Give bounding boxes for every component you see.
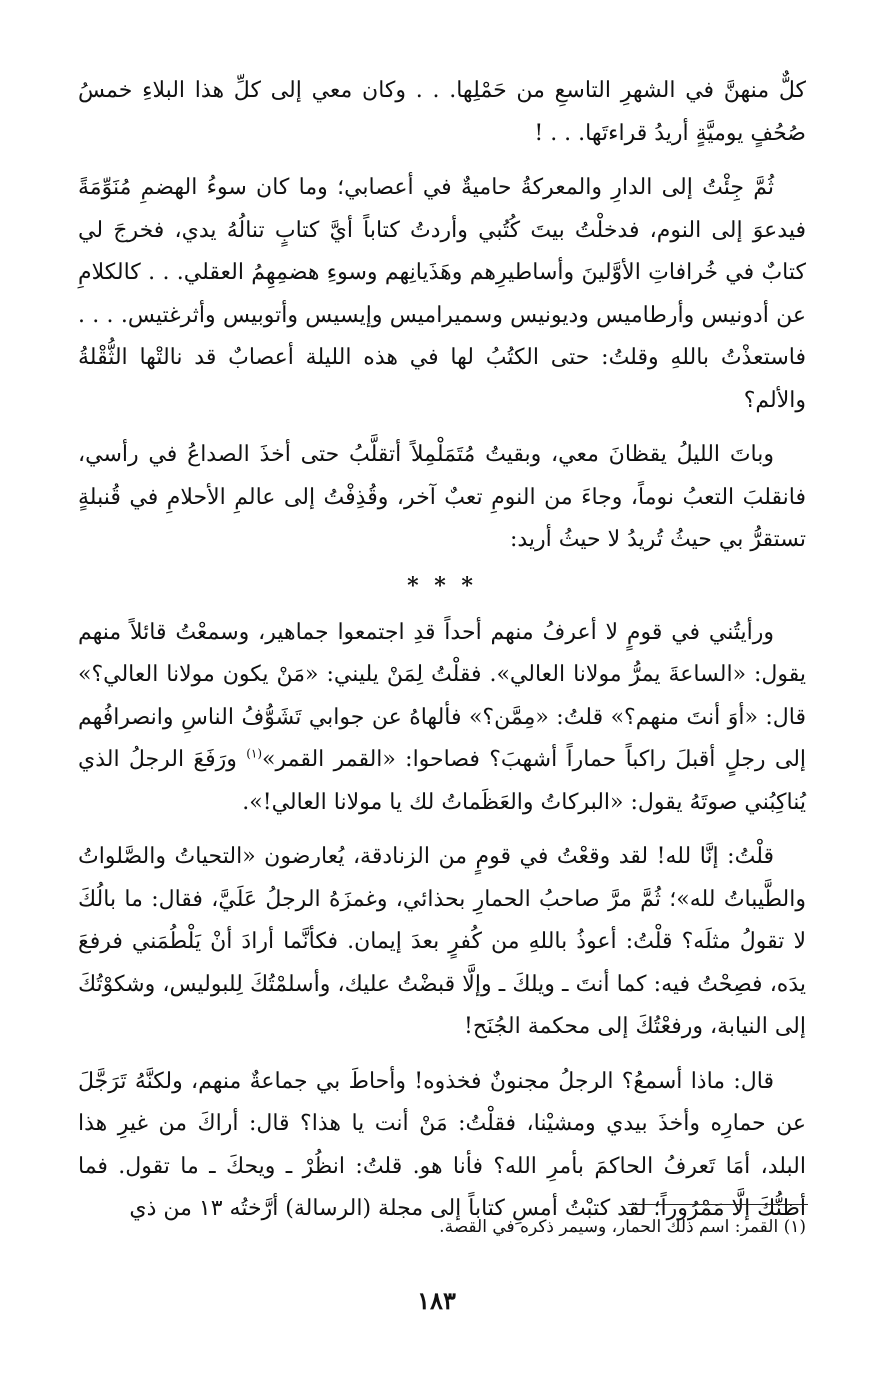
paragraph-4-text: ورأيتُني في قومٍ لا أعرفُ منهم أحداً قدِ اجتمعوا جماهير، وسمعْتُ قائلاً منهم يقول: «الساعةَ يمرُّ مولانا العالي». فقلْتُ لِمَنْ يليني: «مَنْ يكون مولانا العالي؟» قال: «أوَ أنتَ منهم؟» قلتُ: «مِمَّن؟» فألهاهُ عن جوابي تَشَوُّفُ الناسِ وانصرافُهم إلى رجلٍ أقبلَ راكباً حماراً أشهبَ؟ فصاحوا: «القمر القمر» xyxy=(78,619,807,772)
paragraph-2: ثُمَّ جِئْتُ إلى الدارِ والمعركةُ حاميةٌ في أعصابي؛ وما كان سوءُ الهضمِ مُنَوِّمَةً فيدعوَ إلى النوم، فدخلْتُ بيتَ كُتُبي وأردتُ كتاباً أيَّ كتابٍ تنالُهُ يدي، فخرجَ لي كتابٌ في خُرافاتِ الأوَّلينَ وأساطيرِهم وهَذَيانِهم وسوءِ هضمِهِمُ العقلي. . . كالكلامِ عن أدونيس وأرطاميس وديونيس وسميراميس وإيسيس وأتوبيس وأثرغتيس. . . . فاستعذْتُ باللهِ وقلتُ: حتى الكتُبُ لها في هذه الليلة أعصابٌ قد نالتْها الثُّقْلةُ والألم؟ xyxy=(78,175,806,413)
paragraph-3: وباتَ الليلُ يقظانَ معي، وبقيتُ مُتَمَلْمِلاً أتقلَّبُ حتى أخذَ الصداعُ في رأسي، فانقلبَ التعبُ نوماً، وجاءَ من النومِ تعبٌ آخر، وقُذِفْتُ إلى عالمِ الأحلامِ في قُنبلةٍ تستقرُّ بي حيثُ تُريدُ لا حيثُ أريد: xyxy=(78,442,806,552)
page-number: ١٨٣ xyxy=(417,1286,456,1315)
footnote: (١) القمر: اسم ذلك الحمار، وسيمر ذكره في القصة. xyxy=(439,1217,806,1237)
paragraph-5: قلْتُ: إنَّا لله! لقد وقعْتُ في قومٍ من الزنادقة، يُعارضون «التحياتُ والصَّلواتُ والطَّيباتُ لله»؛ ثُمَّ مرَّ صاحبُ الحمارِ بحذائي، وغمزَهُ الرجلُ عَلَيَّ، فقال: ما بالُكَ لا تقولُ مثلَه؟ قلْتُ: أعوذُ باللهِ من كُفرٍ بعدَ إيمان. فكأنَّما أرادَ أنْ يَلْطُمَني فرفعَ يدَه، فصِحْتُ فيه: كما أنتَ ـ ويلكَ ـ وإلَّا قبضْتُ عليك، وأسلمْتُكَ لِلبوليس، وشكوْتُكَ إلى النيابة، ورفعْتُكَ إلى محكمة الجُنَح! xyxy=(78,844,806,1039)
paragraph-1: كلٌّ منهنَّ في الشهرِ التاسعِ من حَمْلِها. . . وكان معي إلى كلِّ هذا البلاءِ خمسُ صُحُفٍ يوميَّةٍ أريدُ قراءتَها. . . ! xyxy=(78,78,806,146)
footnote-reference: (١) xyxy=(246,746,263,761)
paragraph-6: قال: ماذا أسمعُ؟ الرجلُ مجنونٌ فخذوه! وأحاطَ بي جماعةٌ منهم، ولكنَّهُ تَرَجَّلَ عن حمارِه وأخذَ بيدي ومشيْنا، فقلْتُ: مَنْ أنت يا هذا؟ قال: أراكَ من غيرِ هذا البلد، أمَا تَعرفُ الحاكمَ بأمرِ الله؟ فأنا هو. قلتُ: انظُرْ ـ ويحكَ ـ ما تقول. فما أظنُّكَ إلَّا مَمْرُوراً؛ لقد كتبْتُ أمسِ كتاباً إلى مجلة (الرسالة) أرَّختُه ١٣ من ذي xyxy=(78,1068,806,1221)
footnote-divider xyxy=(628,1204,808,1205)
section-separator: * * * xyxy=(407,572,477,599)
main-text xyxy=(78,70,806,1243)
paragraph-4 xyxy=(78,612,806,825)
paragraph-4-tail: ورَفَعَ الرجلُ الذي يُناكِبُني صوتَهُ يقول: «البركاتُ والعَظَماتُ لك يا مولانا العالي!». xyxy=(78,747,806,815)
